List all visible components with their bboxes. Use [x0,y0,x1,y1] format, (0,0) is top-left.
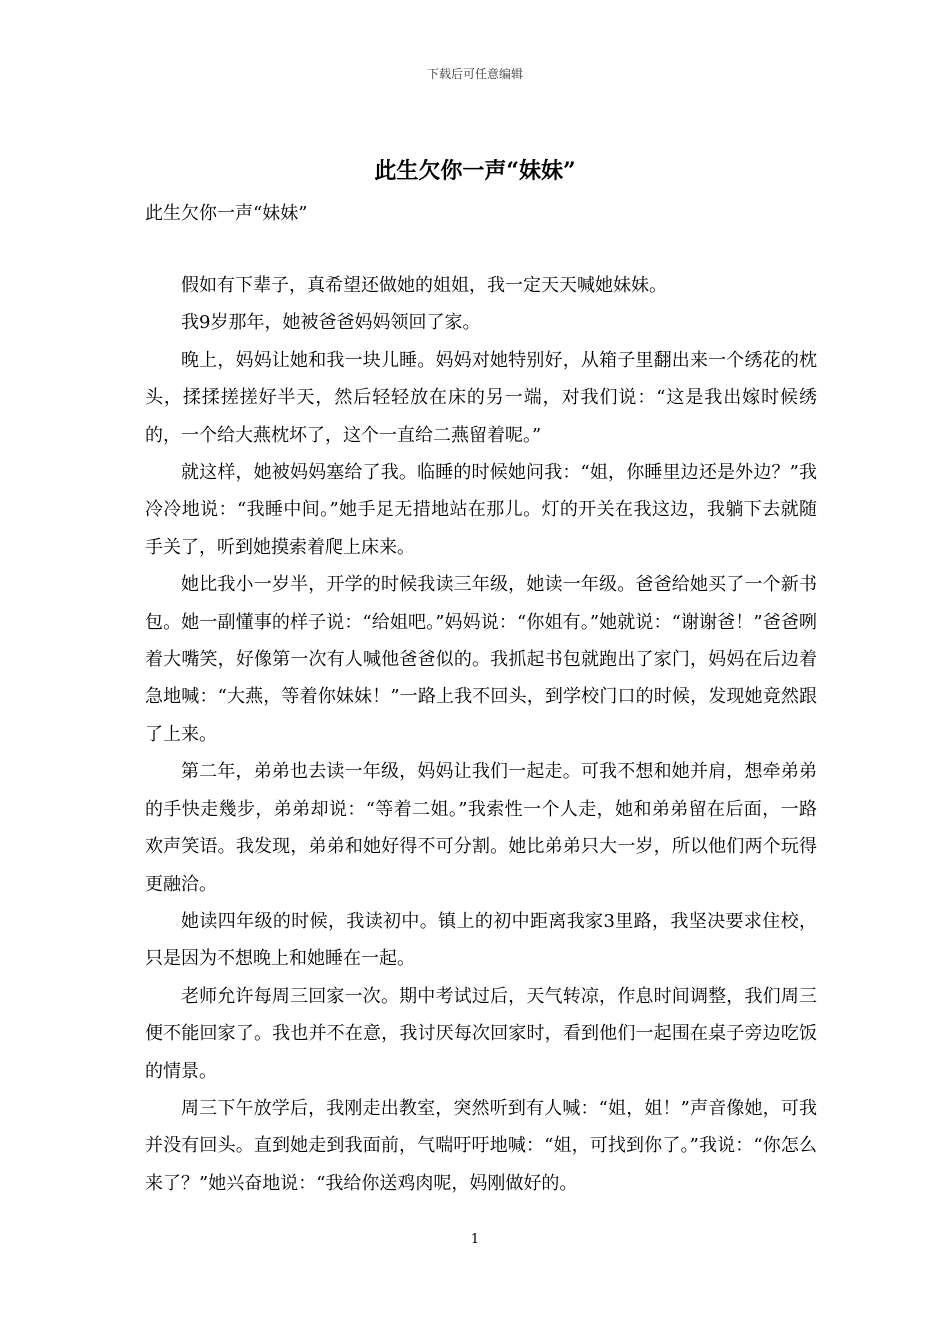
paragraph: 她比我小一岁半，开学的时候我读三年级，她读一年级。爸爸给她买了一个新书包。她一副懂事的样子说：“给姐吧。”妈妈说：“你姐有。”她就说：“谢谢爸！”爸爸咧着大嘴笑，好像第一次有人喊他爸爸似的。我抓起书包就跑出了家门，妈妈在后边着急地喊：“大燕，等着你妹妹！”一路上我不回头，到学校门口的时候，发现她竟然跟了上来。 [145,574,817,745]
page-number: 1 [470,1232,480,1247]
document-title: 此生欠你一声“妹妹” [374,158,576,184]
paragraph: 晚上，妈妈让她和我一块儿睡。妈妈对她特别好，从箱子里翻出来一个绣花的枕头，揉揉搓搓好半天，然后轻轻放在床的另一端，对我们说：“这是我出嫁时候绣的，一个给大燕枕坏了，这个一直给二燕留着呢。” [145,349,817,446]
paragraph: 她读四年级的时候，我读初中。镇上的初中距离我家3里路，我坚决要求住校，只是因为不想晚上和她睡在一起。 [145,910,817,970]
article-body [145,267,817,1202]
paragraph: 老师允许每周三回家一次。期中考试过后，天气转凉，作息时间调整，我们周三便不能回家了。我也并不在意，我讨厌每次回家时，看到他们一起围在桌子旁边吃饭的情景。 [145,985,817,1082]
paragraph: 第二年，弟弟也去读一年级，妈妈让我们一起走。可我不想和她并肩，想牵弟弟的手快走幾步，弟弟却说：“等着二姐。”我索性一个人走，她和弟弟留在后面，一路欢声笑语。我发现，弟弟和她好得不可分割。她比弟弟只大一岁，所以他们两个玩得更融洽。 [145,761,817,895]
paragraph: 周三下午放学后，我刚走出教室，突然听到有人喊：“姐，姐！”声音像她，可我并没有回头。直到她走到我面前，气喘吁吁地喊：“姐，可找到你了。”我说：“你怎么来了？”她兴奋地说：“我给你送鸡肉呢，妈刚做好的。 [145,1097,817,1194]
paragraph: 我9岁那年，她被爸爸妈妈领回了家。 [181,312,481,334]
page-header-note: 下载后可任意编辑 [426,67,523,81]
document-subtitle: 此生欠你一声“妹妹” [145,203,308,224]
paragraph: 假如有下辈子，真希望还做她的姐姐，我一定天天喊她妹妹。 [181,275,667,296]
paragraph: 就这样，她被妈妈塞给了我。临睡的时候她问我：“姐，你睡里边还是外边？”我冷冷地说：“我睡中间。”她手足无措地站在那儿。灯的开关在我这边，我躺下去就随手关了，听到她摸索着爬上床来。 [145,462,817,558]
